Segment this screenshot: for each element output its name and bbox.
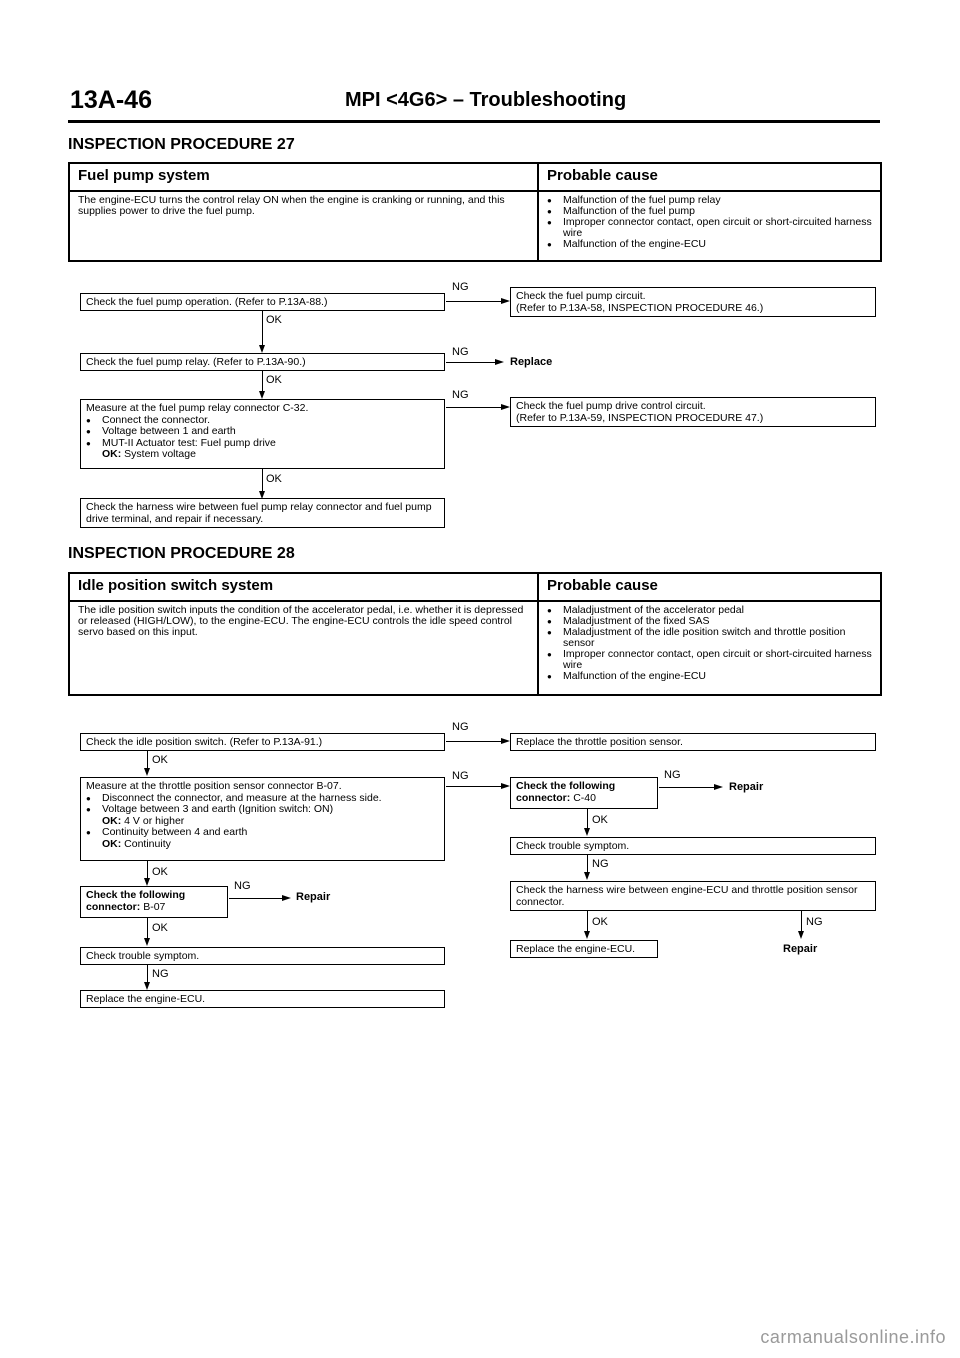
ng-label: NG: [592, 858, 609, 870]
cause-item: ● Maladjustment of the idle position switch and throttle position sensor: [547, 627, 872, 649]
arrow-down-icon: [584, 872, 590, 880]
ok-label: OK: [592, 814, 608, 826]
arrow-down-icon: [144, 768, 150, 776]
ok-label: OK: [592, 916, 608, 928]
p28-right-connector-box: [510, 777, 658, 809]
arrow-right-icon: [495, 359, 504, 365]
p28-step2-item: ● Disconnect the connector, and measure at the harness side.: [86, 793, 439, 805]
ng-label: NG: [664, 769, 681, 781]
system-name: Fuel pump system: [69, 163, 538, 191]
p27-step1-ng-ref: (Refer to P.13A-58, INSPECTION PROCEDURE 46.): [516, 301, 764, 314]
cause-item: ● Malfunction of the engine-ECU: [547, 239, 872, 250]
ng-label: NG: [452, 346, 469, 358]
repair-action: Repair: [729, 781, 764, 793]
ok-criterion-value: Continuity: [124, 837, 171, 850]
cause-item: ● Improper connector contact, open circuit or short-circuited harness wire: [547, 217, 872, 239]
arrow-right-icon: [501, 404, 510, 410]
p27-step3-ng-text: Check the fuel pump drive control circuit.: [516, 400, 706, 412]
page-title: MPI <4G6> – Troubleshooting: [345, 89, 627, 111]
ok-criterion-label: OK:: [102, 448, 122, 460]
ok-label: OK: [266, 314, 282, 326]
ok-label: OK: [266, 473, 282, 485]
ng-connector: [446, 407, 502, 408]
p28-step2-item: ● Continuity between 4 and earth: [86, 827, 439, 839]
p28-step2-ok2: [86, 839, 439, 851]
cause-list-cell: [538, 601, 881, 695]
connector-id: B-07: [143, 900, 166, 913]
cause-item: ● Improper connector contact, open circuit or short-circuited harness wire: [547, 649, 872, 671]
p28-left-connector-box: [80, 886, 228, 918]
arrow-down-icon: [144, 982, 150, 990]
p27-step1-ng-text: Check the fuel pump circuit.: [516, 290, 646, 302]
p27-step4-text: Check the harness wire between fuel pump relay connector and fuel pump drive terminal, and repair if necessary.: [86, 501, 432, 525]
p27-step2-box: [80, 353, 445, 371]
p27-step2-ng-action: Replace: [510, 356, 553, 368]
p28-step1-ng-text: Replace the throttle position sensor.: [516, 736, 683, 748]
watermark: carmanualsonline.info: [760, 1327, 946, 1347]
system-description: The idle position switch inputs the condition of the accelerator pedal, i.e. whether it is depressed or released (HIGH/LOW), to the engine-ECU. The engine-ECU controls the idle speed control servo based on this input.: [69, 601, 538, 695]
repair-action: Repair: [296, 891, 331, 903]
p28-right-harness-box: [510, 881, 876, 911]
p28-left-trouble-box: [80, 947, 445, 965]
ng-connector: [446, 786, 502, 787]
cause-list-cell: [538, 191, 881, 261]
cause-item: ● Malfunction of the fuel pump: [547, 206, 872, 217]
p27-step3-ok: [86, 449, 439, 461]
arrow-right-icon: [501, 783, 510, 789]
arrow-down-icon: [259, 345, 265, 353]
p28-right-replace-box: [510, 940, 658, 958]
ok-label: OK: [152, 866, 168, 878]
p27-step1-ng-box: [510, 287, 876, 317]
p27-step3-box: [80, 399, 445, 469]
ng-label: NG: [806, 916, 823, 928]
p27-step3-item: ● Voltage between 1 and earth: [86, 426, 439, 438]
arrow-down-icon: [584, 828, 590, 836]
arrow-right-icon: [282, 895, 291, 901]
p28-step2-item: ● Voltage between 3 and earth (Ignition switch: ON): [86, 804, 439, 816]
p28-right-replace-text: Replace the engine-ECU.: [516, 943, 636, 955]
ng-connector: [446, 362, 496, 363]
p27-step3-ng-ref: (Refer to P.13A-59, INSPECTION PROCEDURE 47.): [516, 411, 764, 424]
procedure-27-title: INSPECTION PROCEDURE 27: [68, 136, 295, 153]
ng-connector: [659, 787, 715, 788]
ng-connector: [446, 741, 502, 742]
p28-step1-text: Check the idle position switch. (Refer to P.13A-91.): [86, 736, 323, 748]
p28-right-trouble-text: Check trouble symptom.: [516, 840, 630, 852]
p28-step1-ng-box: [510, 733, 876, 751]
ng-connector: [446, 301, 502, 302]
p28-left-replace-box: [80, 990, 445, 1008]
p27-step1-text: Check the fuel pump operation. (Refer to P.13A-88.): [86, 296, 328, 308]
procedure-28-title: INSPECTION PROCEDURE 28: [68, 545, 295, 562]
p28-left-replace-text: Replace the engine-ECU.: [86, 993, 206, 1005]
p27-step4-box: [80, 498, 445, 528]
procedure-28-table: [68, 572, 882, 696]
connector-check-label: Check the following connector:: [86, 889, 186, 913]
ok-criterion-label: OK:: [102, 814, 122, 827]
ng-label: NG: [452, 281, 469, 293]
p28-left-trouble-text: Check trouble symptom.: [86, 950, 200, 962]
probable-cause-heading: Probable cause: [538, 163, 881, 191]
ok-connector: [262, 311, 263, 348]
ng-label: NG: [152, 968, 169, 980]
p27-step2-text: Check the fuel pump relay. (Refer to P.13A-90.): [86, 356, 306, 368]
ok-criterion-value: System voltage: [124, 448, 196, 460]
ok-label: OK: [152, 922, 168, 934]
ok-criterion-label: OK:: [102, 837, 122, 850]
arrow-down-icon: [259, 391, 265, 399]
p28-right-harness-text: Check the harness wire between engine-ECU and throttle position sensor connector.: [516, 884, 858, 908]
page-number: 13A-46: [70, 86, 152, 114]
p28-right-trouble-box: [510, 837, 876, 855]
repair-action: Repair: [783, 943, 818, 955]
cause-item: ● Maladjustment of the fixed SAS: [547, 616, 872, 627]
arrow-down-icon: [144, 938, 150, 946]
ng-label: NG: [452, 770, 469, 782]
arrow-right-icon: [501, 738, 510, 744]
arrow-down-icon: [144, 878, 150, 886]
header-rule: [68, 120, 880, 123]
arrow-down-icon: [798, 931, 804, 939]
probable-cause-heading: Probable cause: [538, 573, 881, 601]
p27-step3-item: ● MUT-II Actuator test: Fuel pump drive: [86, 438, 439, 450]
p27-step3-title: Measure at the fuel pump relay connector C-32.: [86, 402, 309, 414]
p27-step3-item: ● Connect the connector.: [86, 415, 439, 427]
ng-label: NG: [452, 389, 469, 401]
p27-step1-box: [80, 293, 445, 311]
cause-item: ● Malfunction of the engine-ECU: [547, 671, 872, 682]
system-description: The engine-ECU turns the control relay ON when the engine is cranking or running, and this supplies power to drive the fuel pump.: [69, 191, 538, 261]
ng-label: NG: [234, 880, 251, 892]
cause-item: ● Maladjustment of the accelerator pedal: [547, 605, 872, 616]
ng-connector: [229, 898, 283, 899]
ok-criterion-value: 4 V or higher: [124, 814, 185, 827]
arrow-right-icon: [714, 784, 723, 790]
procedure-27-table: [68, 162, 882, 262]
arrow-right-icon: [501, 298, 510, 304]
arrow-down-icon: [584, 931, 590, 939]
cause-item: ● Malfunction of the fuel pump relay: [547, 195, 872, 206]
p28-step1-box: [80, 733, 445, 751]
system-name: Idle position switch system: [69, 573, 538, 601]
ok-label: OK: [152, 754, 168, 766]
ok-label: OK: [266, 374, 282, 386]
connector-check-label: Check the following connector:: [516, 780, 616, 804]
p28-step2-title: Measure at the throttle position sensor connector B-07.: [86, 780, 342, 792]
p27-step3-ng-box: [510, 397, 876, 427]
ng-label: NG: [452, 721, 469, 733]
connector-id: C-40: [573, 791, 596, 804]
p28-step2-box: [80, 777, 445, 861]
